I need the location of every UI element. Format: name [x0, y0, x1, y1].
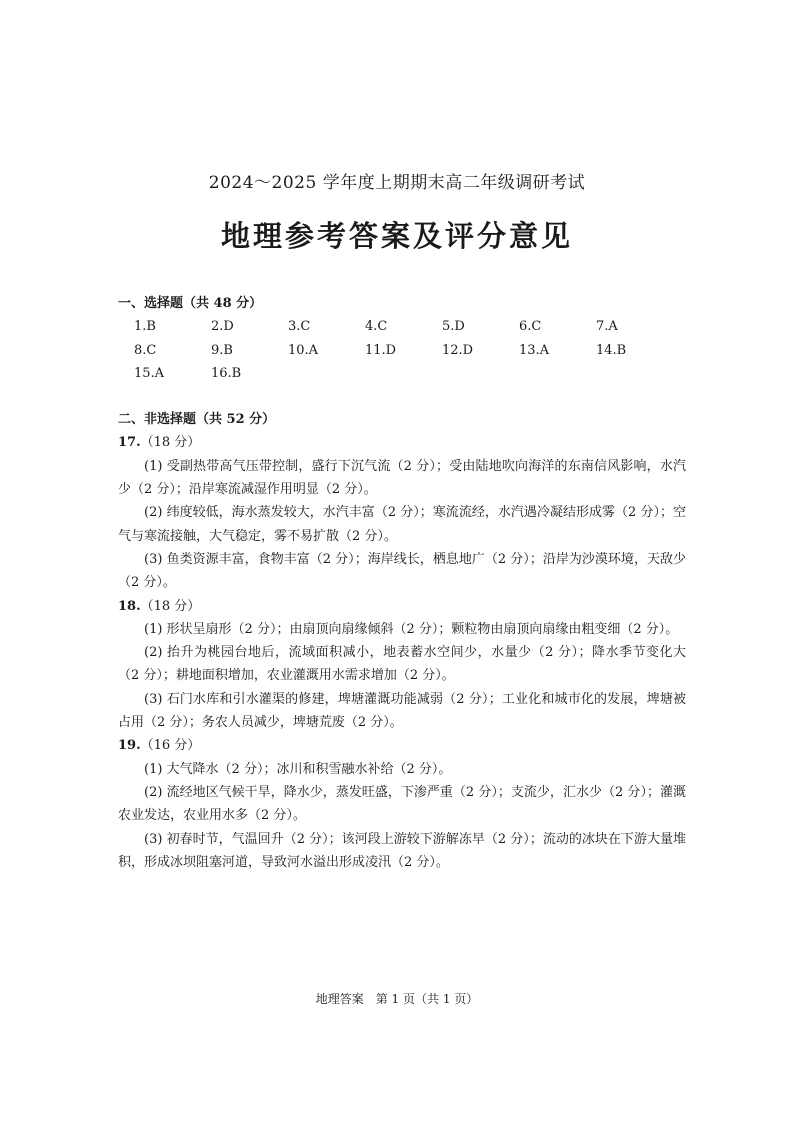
mc-answer: 16.B [211, 365, 242, 381]
mc-answer: 10.A [288, 342, 319, 358]
answer-paragraph: (1) 受副热带高气压带控制，盛行下沉气流（2 分）；受由陆地吹向海洋的东南信风影响，水汽少（2 分）；沿岸寒流减湿作用明显（2 分）。 [118, 458, 686, 498]
mc-answer: 12.D [442, 342, 474, 358]
question-score: （18 分） [140, 435, 201, 451]
answer-paragraph: (1) 大气降水（2 分）；冰川和积雪融水补给（2 分）。 [144, 761, 452, 777]
section-1-heading: 一、选择题（共 48 分） [118, 296, 263, 311]
question-19-heading [118, 734, 686, 757]
answer-paragraph: (3) 鱼类资源丰富，食物丰富（2 分）；海岸线长，栖息地广（2 分）；沿岸为沙漠环境，天敌少（2 分）。 [118, 551, 686, 591]
answer-paragraph: (2) 纬度较低，海水蒸发较大，水汽丰富（2 分）；寒流流经，水汽遇冷凝结形成雾（2 分）；空气与寒流接触，大气稳定，雾不易扩散（2 分）。 [118, 505, 686, 544]
answer-paragraph: (1) 形状呈扇形（2 分）；由扇顶向扇缘倾斜（2 分）；颗粒物由扇顶向扇缘由粗变细（2 分）。 [144, 621, 679, 637]
question-number: 18. [118, 598, 141, 614]
mc-answer: 4.C [365, 319, 388, 335]
question-score: （16 分） [140, 738, 201, 754]
answer-paragraph: (3) 初春时节，气温回升（2 分）；该河段上游较下游解冻早（2 分）；流动的冰块在下游大量堆积，形成冰坝阻塞河道，导致河水溢出形成凌汛（2 分）。 [118, 831, 686, 870]
question-17-heading [118, 431, 686, 454]
answer-paragraph: (3) 石门水库和引水灌渠的修建，埤塘灌溉功能减弱（2 分）；工业化和城市化的发展，埤塘被占用（2 分）；务农人员减少，埤塘荒废（2 分）。 [118, 691, 686, 731]
mc-answer: 7.A [596, 319, 618, 335]
mc-answer: 14.B [596, 342, 627, 358]
multiple-choice-answers [118, 315, 686, 385]
document-title: 地理参考答案及评分意见 [220, 219, 573, 253]
mc-answer: 1.B [134, 319, 156, 335]
mc-answer: 11.D [365, 342, 397, 358]
mc-answer: 15.A [134, 365, 165, 381]
mc-answer: 3.C [288, 319, 311, 335]
exam-title: 2024～2025 学年度上期期末高二年级调研考试 [208, 173, 586, 193]
section-2-heading: 二、非选择题（共 52 分） [118, 412, 276, 428]
mc-answer: 5.D [442, 319, 465, 335]
mc-answer: 8.C [134, 342, 157, 358]
answer-paragraph: (2) 抬升为桃园台地后，流域面积减小，地表蓄水空间少，水量少（2 分）；降水季节变化大（2 分）；耕地面积增加，农业灌溉用水需求增加（2 分）。 [118, 645, 686, 684]
question-18-heading [118, 595, 686, 618]
answer-content [118, 292, 686, 874]
page-footer: 地理答案 第 1 页（共 1 页） [315, 992, 479, 1006]
question-number: 17. [118, 435, 141, 451]
question-number: 19. [118, 738, 141, 754]
answer-paragraph: (2) 流经地区气候干旱，降水少，蒸发旺盛，下渗严重（2 分）；支流少，汇水少（2 分）；灌溉农业发达，农业用水多（2 分）。 [118, 784, 686, 824]
mc-answer: 13.A [519, 342, 550, 358]
mc-answer: 2.D [211, 319, 234, 335]
mc-answer: 6.C [519, 319, 542, 335]
question-score: （18 分） [140, 598, 201, 614]
mc-answer: 9.B [211, 342, 233, 358]
